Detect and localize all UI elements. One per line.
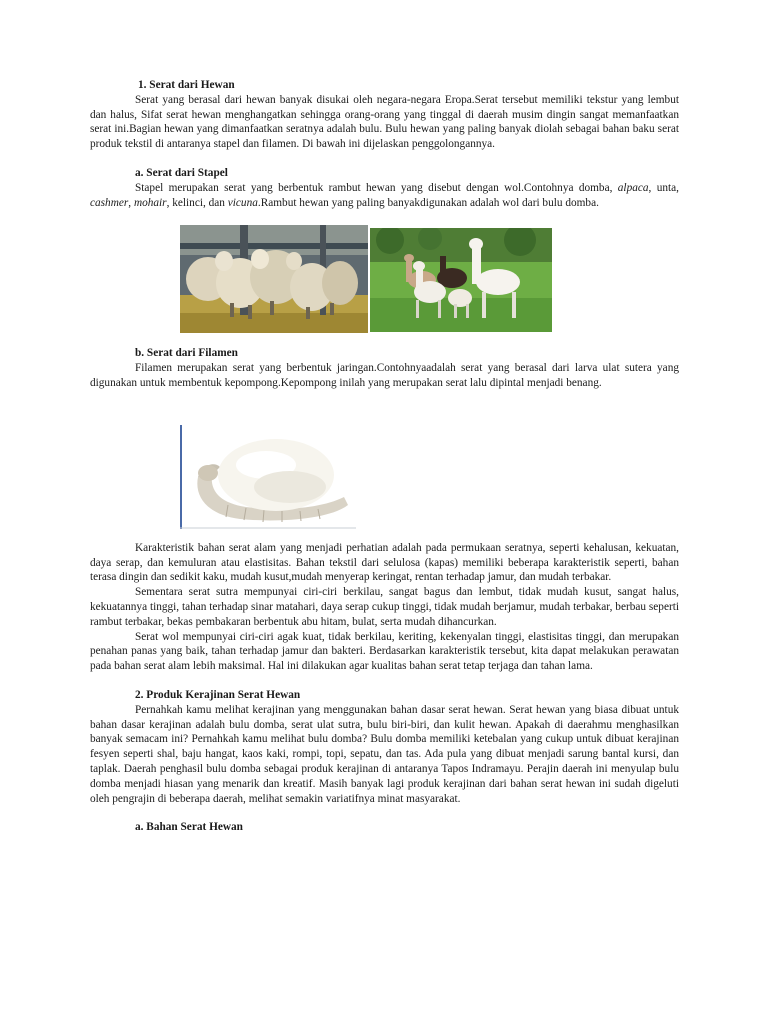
filamen-figure (90, 391, 679, 541)
section-1-heading: 1. Serat dari Hewan (138, 79, 235, 91)
karakteristik-paragraph-3: Serat wol mempunyai ciri-ciri agak kuat, tidak berkilau, keriting, kekenyalan tinggi, elastisitas tinggi, dan merupakan penahan panas yang baik, tahan terhadap jamur dan bakteri. Berdasarkan karakteristik tersebut, kita dapat melakukan perawatan pada bahan serat alam lebih maksimal. Hal ini dilakukan agar kualitas bahan serat tetap terjaga dan tahan lama. (90, 630, 679, 673)
section-2-heading: 2. Produk Kerajinan Serat Hewan (135, 688, 301, 701)
document-page (90, 78, 679, 835)
stapel-figure (90, 210, 679, 332)
sheep-photo (180, 225, 368, 333)
stapel-paragraph: Stapel merupakan serat yang berbentuk rambut hewan yang disebut dengan wol.Contohnya domba, alpaca, unta, cashmer, mohair, kelinci, dan vicuna.Rambut hewan yang paling banyakdigunakan adalah wol dari bulu domba. (90, 181, 679, 209)
bahan-serat-hewan-heading: a. Bahan Serat Hewan (135, 821, 243, 834)
karakteristik-paragraph-1: Karakteristik bahan serat alam yang menjadi perhatian adalah pada permukaan seratnya, seperti kehalusan, kekuatan, daya serap, dan kemuluran atau elastisitas. Bahan tekstil dari selulosa (kapas) memiliki beberapa karakteristik seperti, bahan terasa dingin dan sedikit kaku, mudah kusut,mudah menyerap keringat, rentan terhadap jamur, dan mudah terbakar. (90, 541, 679, 584)
stapel-heading: a. Serat dari Stapel (135, 166, 228, 179)
filamen-heading: b. Serat dari Filamen (135, 347, 238, 360)
alpaca-photo (370, 228, 552, 332)
silkworm-cocoon-photo (180, 425, 356, 529)
section-1-intro: Serat yang berasal dari hewan banyak disukai oleh negara-negara Eropa.Serat tersebut memiliki tekstur yang lembut dan halus, Sifat serat hewan menghangatkan sehingga orang-orang yang tinggal di daerah musim dingin sangat memanfaatkan serat ini.Bagian hewan yang dimanfaatkan seratnya adalah bulu. Bulu hewan yang paling banyak diolah sebagai bahan baku serat produk tekstil di antaranya stapel dan filamen. Di bawah ini dijelaskan penggolongannya. (90, 93, 679, 151)
section-2-paragraph: Pernahkah kamu melihat kerajinan yang menggunakan bahan dasar serat hewan. Serat hewan yang biasa dibuat untuk bahan dasar kerajinan adalah bulu domba, serat ulat sutra, bulu biri-biri, dan kulit hewan. Apakah di daerahmu menghasilkan banyak semacam ini? Pernahkah kamu melihat bulu domba? Bulu domba memiliki ketebalan yang cukup untuk dibuat kerajinan fesyen seperti shal, baju hangat, kaos kaki, rompi, topi, sepatu, dan tas. Ada pula yang dibuat menjadi sarung bantal kursi, dan taplak. Daerah penghasil bulu domba sebagai produk kerajinan di antaranya Tapos Indramayu. Perajin daerah ini menyulap bulu domba menjadi hiasan yang menarik dan kreatif. Masih banyak lagi produk kerajinan dari bahan serat hewan ini sudah digeluti oleh pengrajin di beberapa daerah, melihat semakin variatifnya minat masyarakat. (90, 703, 679, 805)
filamen-paragraph: Filamen merupakan serat yang berbentuk jaringan.Contohnyaadalah serat yang berasal dari larva ulat sutera yang digunakan untuk membentuk kepompong.Kepompong inilah yang merupakan serat lalu dipintal menjadi benang. (90, 362, 679, 389)
karakteristik-paragraph-2: Sementara serat sutra mempunyai ciri-ciri berkilau, sangat bagus dan lembut, tidak mudah kusut, sangat halus, kekuatannya tinggi, tahan terhadap sinar matahari, daya serap cukup tinggi, tidak mudah berjamur, mudah terbakar, berbau seperti rambut terbakar, bekas pembakaran berbentuk abu hitam, bulat, serta mudah dihancurkan. (90, 586, 679, 628)
